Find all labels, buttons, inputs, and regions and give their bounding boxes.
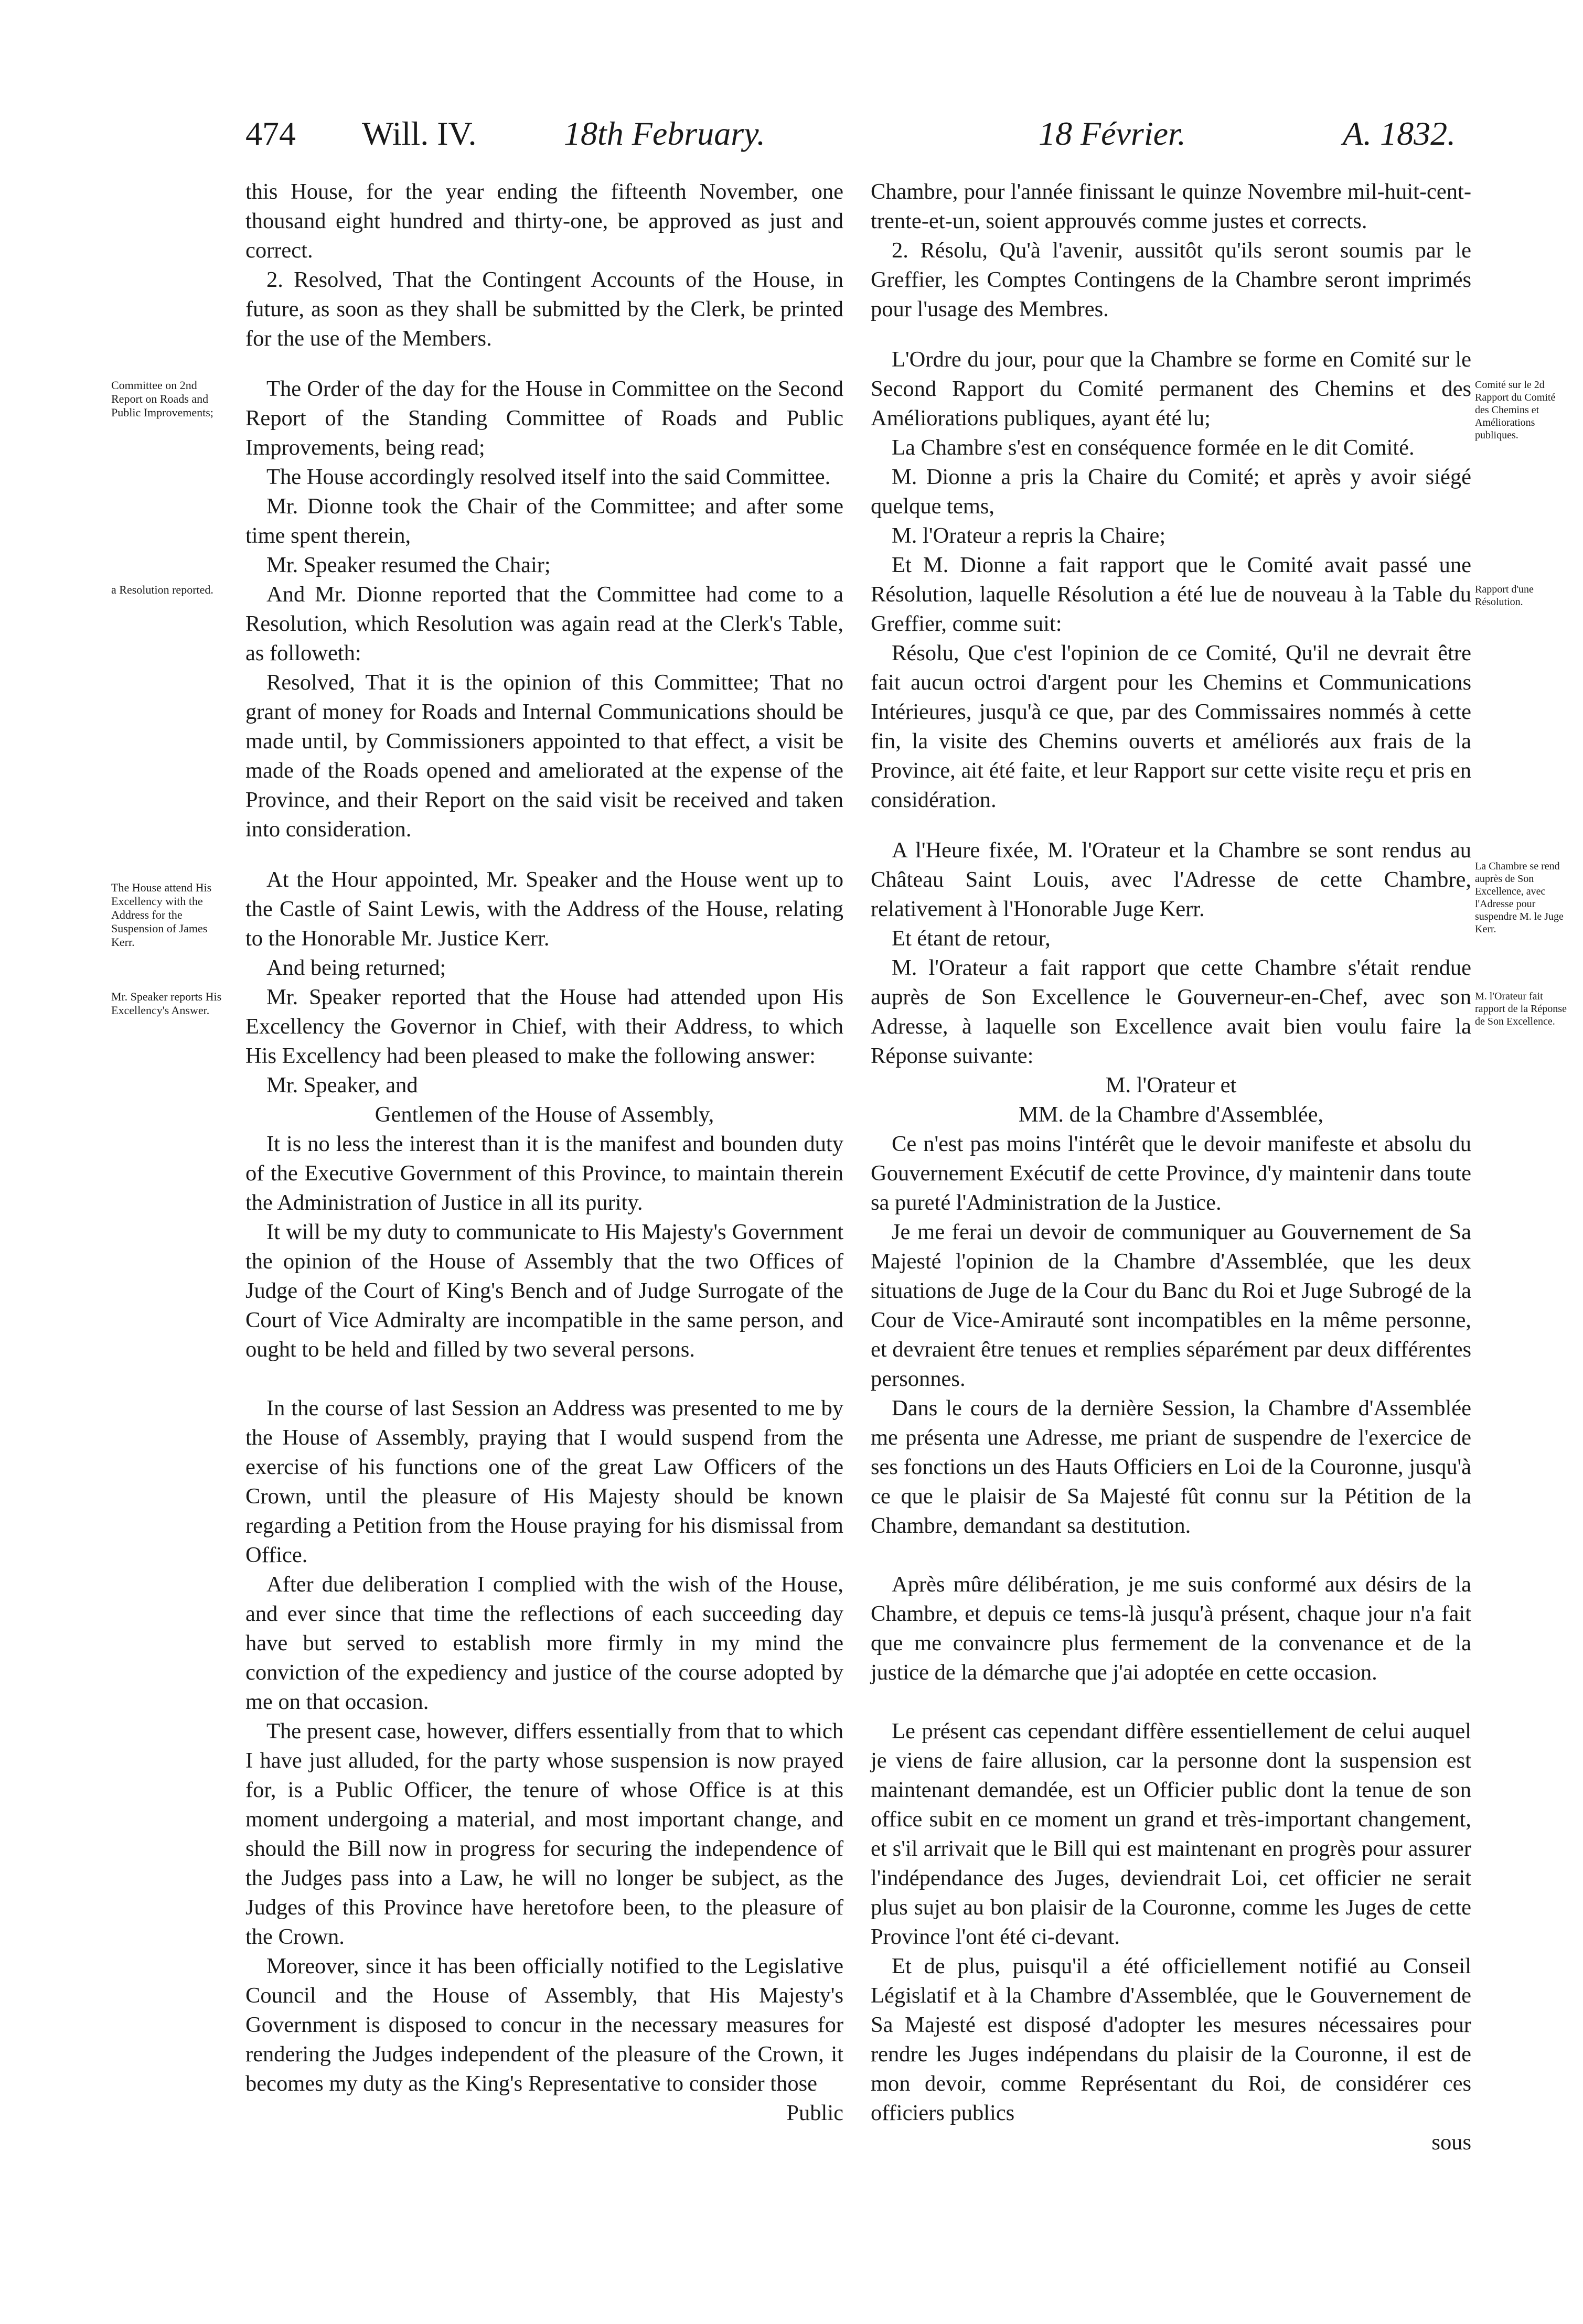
- paragraph: La Chambre s'est en conséquence formée en le dit Comité.: [892, 435, 1415, 460]
- paragraph: The Order of the day for the House in Committee on the Second Report of the Standing Committee of Roads and Public Improvements, being read;: [245, 376, 843, 460]
- paragraph: And being returned;: [266, 955, 446, 980]
- margin-note-right: La Chambre se rend auprès de Son Excellence, avec l'Adresse pour suspendre M. le Juge Kerr.: [1475, 860, 1564, 935]
- paragraph: Ce n'est pas moins l'intérêt que le devoir manifeste et absolu du Gouvernement Exécutif de cette Province, d'y maintenir dans toute sa pureté l'Administration de la Justice.: [871, 1132, 1471, 1215]
- paragraph: M. l'Orateur a repris la Chaire;: [892, 523, 1166, 548]
- margin-note-right: M. l'Orateur fait rapport de la Réponse de Son Excellence.: [1475, 991, 1567, 1027]
- spacer: [871, 324, 1471, 345]
- salutation: M. l'Orateur et: [1105, 1073, 1237, 1098]
- paragraph: Resolved, That it is the opinion of this Committee; That no grant of money for Roads and Internal Communications should be made until, by Commissioners appointed to that effect, a visit be made of the Roads opened and ameliorated at the expense of the Province, and their Report on the said visit be received and taken into consideration.: [245, 670, 843, 842]
- salutation: Gentlemen of the House of Assembly,: [375, 1102, 714, 1127]
- page-number: 474: [245, 115, 296, 152]
- paragraph: A l'Heure fixée, M. l'Orateur et la Chambre se sont rendus au Château Saint Louis, avec l'Adresse de cette Chambre, relativement à l'Honorable Juge Kerr.: [871, 838, 1471, 921]
- margin-note-left: Mr. Speaker reports His Excellency's Answer.: [111, 990, 222, 1017]
- paragraph: After due deliberation I complied with the wish of the House, and ever since that time the reflections of each succeeding day have but served to establish more firmly in my mind the conviction of the expediency and justice of the course adopted by me on that occasion.: [245, 1572, 843, 1714]
- margin-note-right: Rapport d'une Résolution.: [1475, 584, 1534, 608]
- paragraph: At the Hour appointed, Mr. Speaker and the House went up to the Castle of Saint Lewis, with the Address of the House, relating to the Honorable Mr. Justice Kerr.: [245, 867, 843, 951]
- paragraph: Le présent cas cependant diffère essentiellement de celui auquel je viens de faire allusion, car la personne dont la suspension est maintenant demandée, est un Officier public dont la tenue de son office subit en ce moment un grand et très-important changement, et s'il arrivait que le Bill qui est maintenant en progrès pour assurer l'indépendance des Juges, deviendrait Loi, cet officier ne serait plus sujet au bon plaisir de la Couronne, comme les Juges de cette Province l'ont été ci-devant.: [871, 1719, 1471, 1949]
- date-french: 18 Février.: [1039, 115, 1186, 152]
- margin-note-left: a Resolution reported.: [111, 583, 213, 596]
- paragraph: Chambre, pour l'année finissant le quinze Novembre mil-huit-cent-trente-et-un, soient approuvés comme justes et corrects.: [871, 179, 1471, 233]
- spacer: [871, 1687, 1471, 1717]
- date-english: 18th February.: [564, 115, 765, 152]
- paragraph: Et étant de retour,: [892, 926, 1051, 951]
- paragraph: And Mr. Dionne reported that the Committee had come to a Resolution, which Resolution was again read at the Clerk's Table, as followeth:: [245, 582, 843, 665]
- paragraph: In the course of last Session an Address was presented to me by the House of Assembly, praying that I would suspend from the exercise of his functions one of the great Law Officers of the Crown, until the pleasure of His Majesty should be known regarding a Petition from the House praying for his dismissal from Office.: [245, 1396, 843, 1567]
- spacer: [871, 815, 1471, 836]
- paragraph: Dans le cours de la dernière Session, la Chambre d'Assemblée me présenta une Adresse, me priant de suspendre de l'exercice de ses fonctions un des Hauts Officiers en Loi de la Couronne, jusqu'à ce que le plaisir de Sa Majesté fût connu sur la Pétition de la Chambre, demandant sa destitution.: [871, 1396, 1471, 1538]
- margin-note-left: The House attend His Excellency with the Address for the Suspension of James Kerr.: [111, 881, 212, 949]
- spacer: [871, 1541, 1471, 1570]
- paragraph: M. Dionne a pris la Chaire du Comité; et après y avoir siégé quelque tems,: [871, 465, 1471, 519]
- year: A. 1832.: [1343, 115, 1456, 152]
- paragraph: The present case, however, differs essentially from that to which I have just alluded, for the party whose suspension is now prayed for, is a Public Officer, the tenure of whose Office is at this moment undergoing a material, and most important change, and should the Bill now in progress for securing the independence of the Judges pass into a Law, he will no longer be subject, as the Judges of this Province have heretofore been, to the pleasure of the Crown.: [245, 1719, 843, 1949]
- english-column: [245, 177, 843, 2128]
- paragraph: Résolu, Que c'est l'opinion de ce Comité, Qu'il ne devrait être fait aucun octroi d'argent pour les Chemins et Communications Intérieures, jusqu'à ce que, par des Commissaires nommés à cette fin, la visite des Chemins ouverts et améliorés aux frais de la Province, ait été faite, et leur Rapport sur cette visite reçu et pris en considération.: [871, 641, 1471, 812]
- french-column: [871, 177, 1471, 2157]
- salutation: Mr. Speaker, and: [266, 1073, 418, 1098]
- paragraph: It will be my duty to communicate to His Majesty's Government the opinion of the House of Assembly that the two Offices of Judge of the Court of King's Bench and of Judge Surrogate of the Court of Vice Admiralty are incompatible in the same person, and ought to be held and filled by two several persons.: [245, 1220, 843, 1362]
- spacer: [245, 1364, 843, 1394]
- spacer: [245, 844, 843, 865]
- catchword: sous: [1431, 2130, 1471, 2155]
- spacer: [245, 353, 843, 374]
- paragraph: Après mûre délibération, je me suis conformé aux désirs de la Chambre, et depuis ce tems-là jusqu'à présent, chaque jour n'a fait que me convaincre plus fermement de la convenance et de la justice de la démarche que j'ai adoptée en cette occasion.: [871, 1572, 1471, 1685]
- paragraph: Moreover, since it has been officially notified to the Legislative Council and the House of Assembly, that His Majesty's Government is disposed to concur in the necessary measures for rendering the Judges independent of the pleasure of the Crown, it becomes my duty as the King's Representative to consider those: [245, 1954, 843, 2096]
- paragraph: Mr. Dionne took the Chair of the Committee; and after some time spent therein,: [245, 494, 843, 548]
- catchword: Public: [786, 2101, 843, 2125]
- paragraph: Et de plus, puisqu'il a été officiellement notifié au Conseil Législatif et à la Chambre d'Assemblée, que le Gouvernement de Sa Majesté est disposé d'adopter les mesures nécessaires pour rendre les Juges indépendans du plaisir de la Couronne, il est de mon devoir, comme Représentant du Roi, de considérer ces officiers publics: [871, 1954, 1471, 2125]
- running-header: [0, 110, 1583, 157]
- margin-note-right: Comité sur le 2d Rapport du Comité des Chemins et Améliorations publiques.: [1475, 379, 1556, 441]
- paragraph: Mr. Speaker resumed the Chair;: [266, 553, 551, 577]
- salutation: MM. de la Chambre d'Assemblée,: [1018, 1102, 1324, 1127]
- reign: Will. IV.: [362, 115, 477, 152]
- paragraph: L'Ordre du jour, pour que la Chambre se forme en Comité sur le Second Rapport du Comité permanent des Chemins et des Améliorations publiques, ayant été lu;: [871, 347, 1471, 431]
- paragraph: this House, for the year ending the fifteenth November, one thousand eight hundred and thirty-one, be approved as just and correct.: [245, 179, 843, 263]
- paragraph: 2. Resolved, That the Contingent Accounts of the House, in future, as soon as they shall be submitted by the Clerk, be printed for the use of the Members.: [245, 267, 843, 351]
- paragraph: 2. Résolu, Qu'à l'avenir, aussitôt qu'ils seront soumis par le Greffier, les Comptes Contingens de la Chambre seront imprimés pour l'usage des Membres.: [871, 238, 1471, 321]
- paragraph: Mr. Speaker reported that the House had attended upon His Excellency the Governor in Chief, with their Address, to which His Excellency had been pleased to make the following answer:: [245, 985, 843, 1068]
- paragraph: Je me ferai un devoir de communiquer au Gouvernement de Sa Majesté l'opinion de la Chambre d'Assemblée, que les deux situations de Juge de la Cour du Banc du Roi et Juge Subrogé de la Cour de Vice-Amirauté sont incompatibles en la même personne, et devraient être tenues et remplies séparément par deux différentes personnes.: [871, 1220, 1472, 1391]
- paragraph: It is no less the interest than it is the manifest and bounden duty of the Executive Government of this Province, to maintain therein the Administration of Justice in all its purity.: [245, 1132, 843, 1215]
- paragraph: M. l'Orateur a fait rapport que cette Chambre s'était rendue auprès de Son Excellence le Gouverneur-en-Chef, avec son Adresse, à laquelle son Excellence avait bien voulu faire la Réponse suivante:: [871, 955, 1471, 1068]
- paragraph: Et M. Dionne a fait rapport que le Comité avait passé une Résolution, laquelle Résolution a été lue de nouveau à la Table du Greffier, comme suit:: [871, 553, 1471, 636]
- paragraph: The House accordingly resolved itself into the said Committee.: [266, 465, 831, 489]
- margin-note-left: Committee on 2nd Report on Roads and Public Improvements;: [111, 379, 213, 419]
